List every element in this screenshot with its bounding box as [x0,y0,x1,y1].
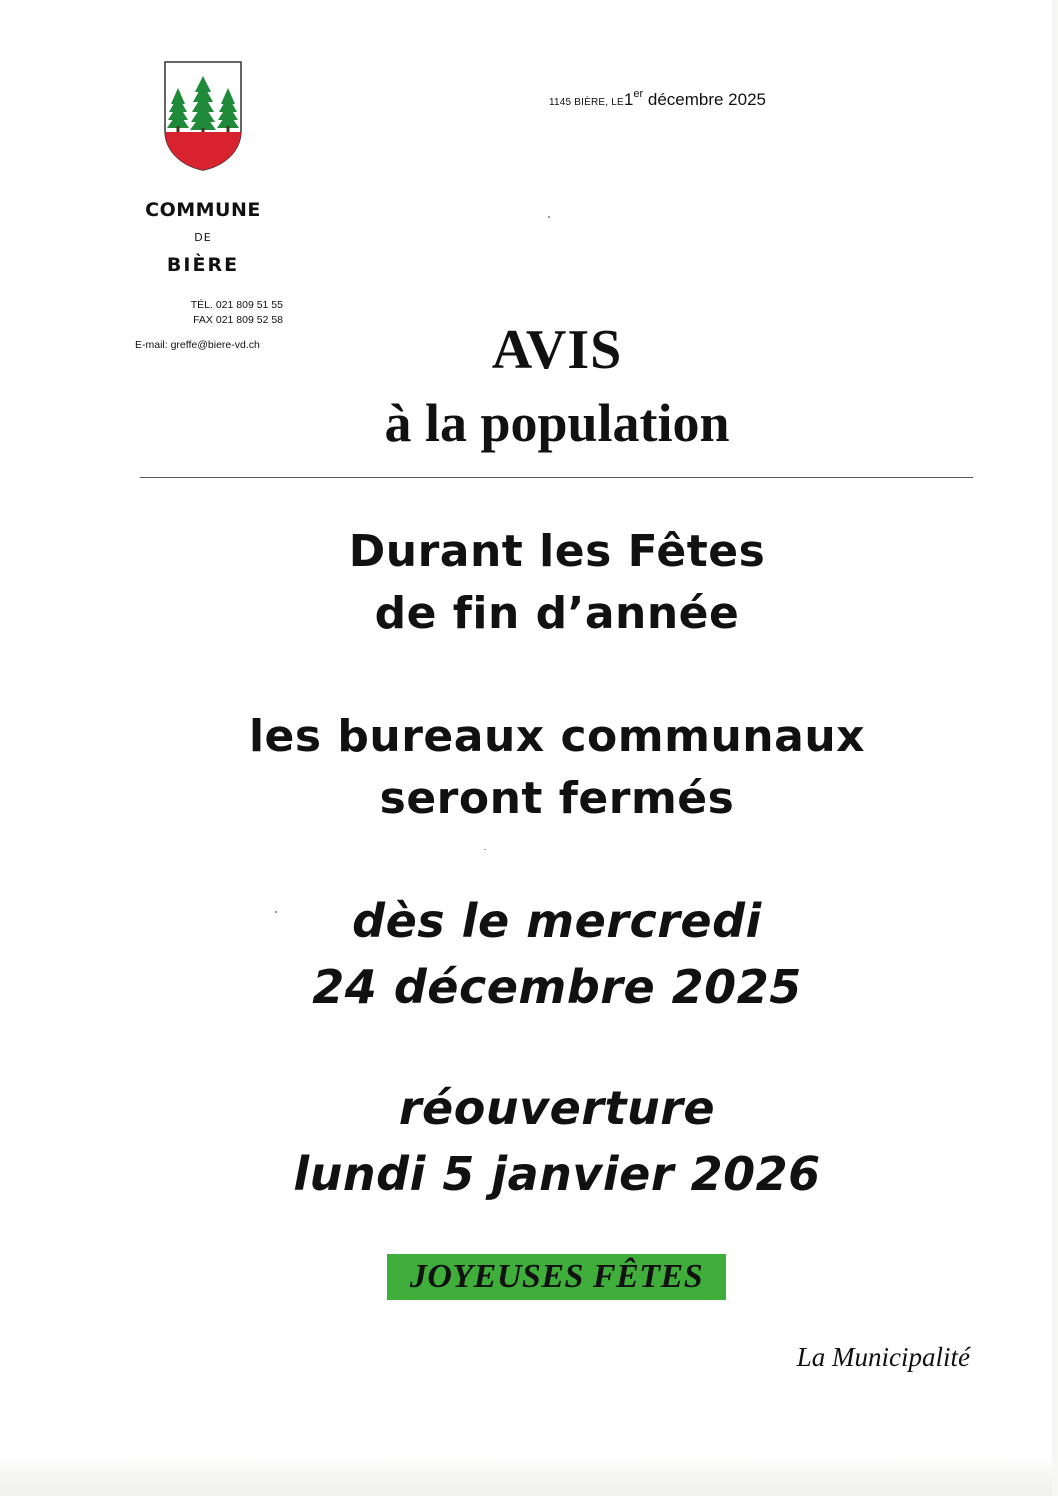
scan-speck [275,911,277,913]
notice-line-6: 24 décembre 2025 [312,960,802,1014]
page-title: AVIS [491,319,623,381]
notice-line-5: dès le mercredi [352,894,762,948]
notice-line-4: seront fermés [379,773,735,824]
notice-line-3: les bureaux communaux [248,711,866,762]
commune-label: COMMUNE [145,199,261,221]
scan-edge-bottom [0,1456,1058,1496]
signature: La Municipalité [796,1342,970,1372]
notice-line-2: de fin d’année [374,588,740,639]
phone-number: TÉL. 021 809 51 55 [190,299,283,311]
notice-block-festivities [0,521,1058,645]
notice-block-closing-date [0,888,1058,1020]
notice-block-reopening [0,1075,1058,1207]
email-address: E-mail: greffe@biere-vd.ch [135,339,260,351]
dateline [549,88,766,110]
commune-town-label: BIÈRE [166,254,240,276]
notice-line-1: Durant les Fêtes [348,526,766,577]
greeting-text: JOYEUSES FÊTES [409,1258,704,1295]
dateline-day-suffix: er [633,88,644,100]
title-divider [140,477,973,478]
page-subtitle: à la population [384,393,730,453]
notice-block-closure [0,706,1058,830]
coat-of-arms-icon [163,60,243,172]
scan-speck [548,216,550,218]
notice-line-7: réouverture [398,1081,716,1135]
greeting-highlight [387,1254,726,1300]
notice-line-8: lundi 5 janvier 2026 [293,1147,821,1201]
fax-number: FAX 021 809 52 58 [193,314,283,326]
commune-de-label: DE [194,231,212,244]
dateline-place: 1145 BIÈRE, LE [549,97,624,108]
dateline-day: 1 [623,90,634,109]
scan-speck [484,849,486,850]
dateline-month-year: décembre 2025 [643,90,767,109]
commune-name-block [118,196,288,278]
